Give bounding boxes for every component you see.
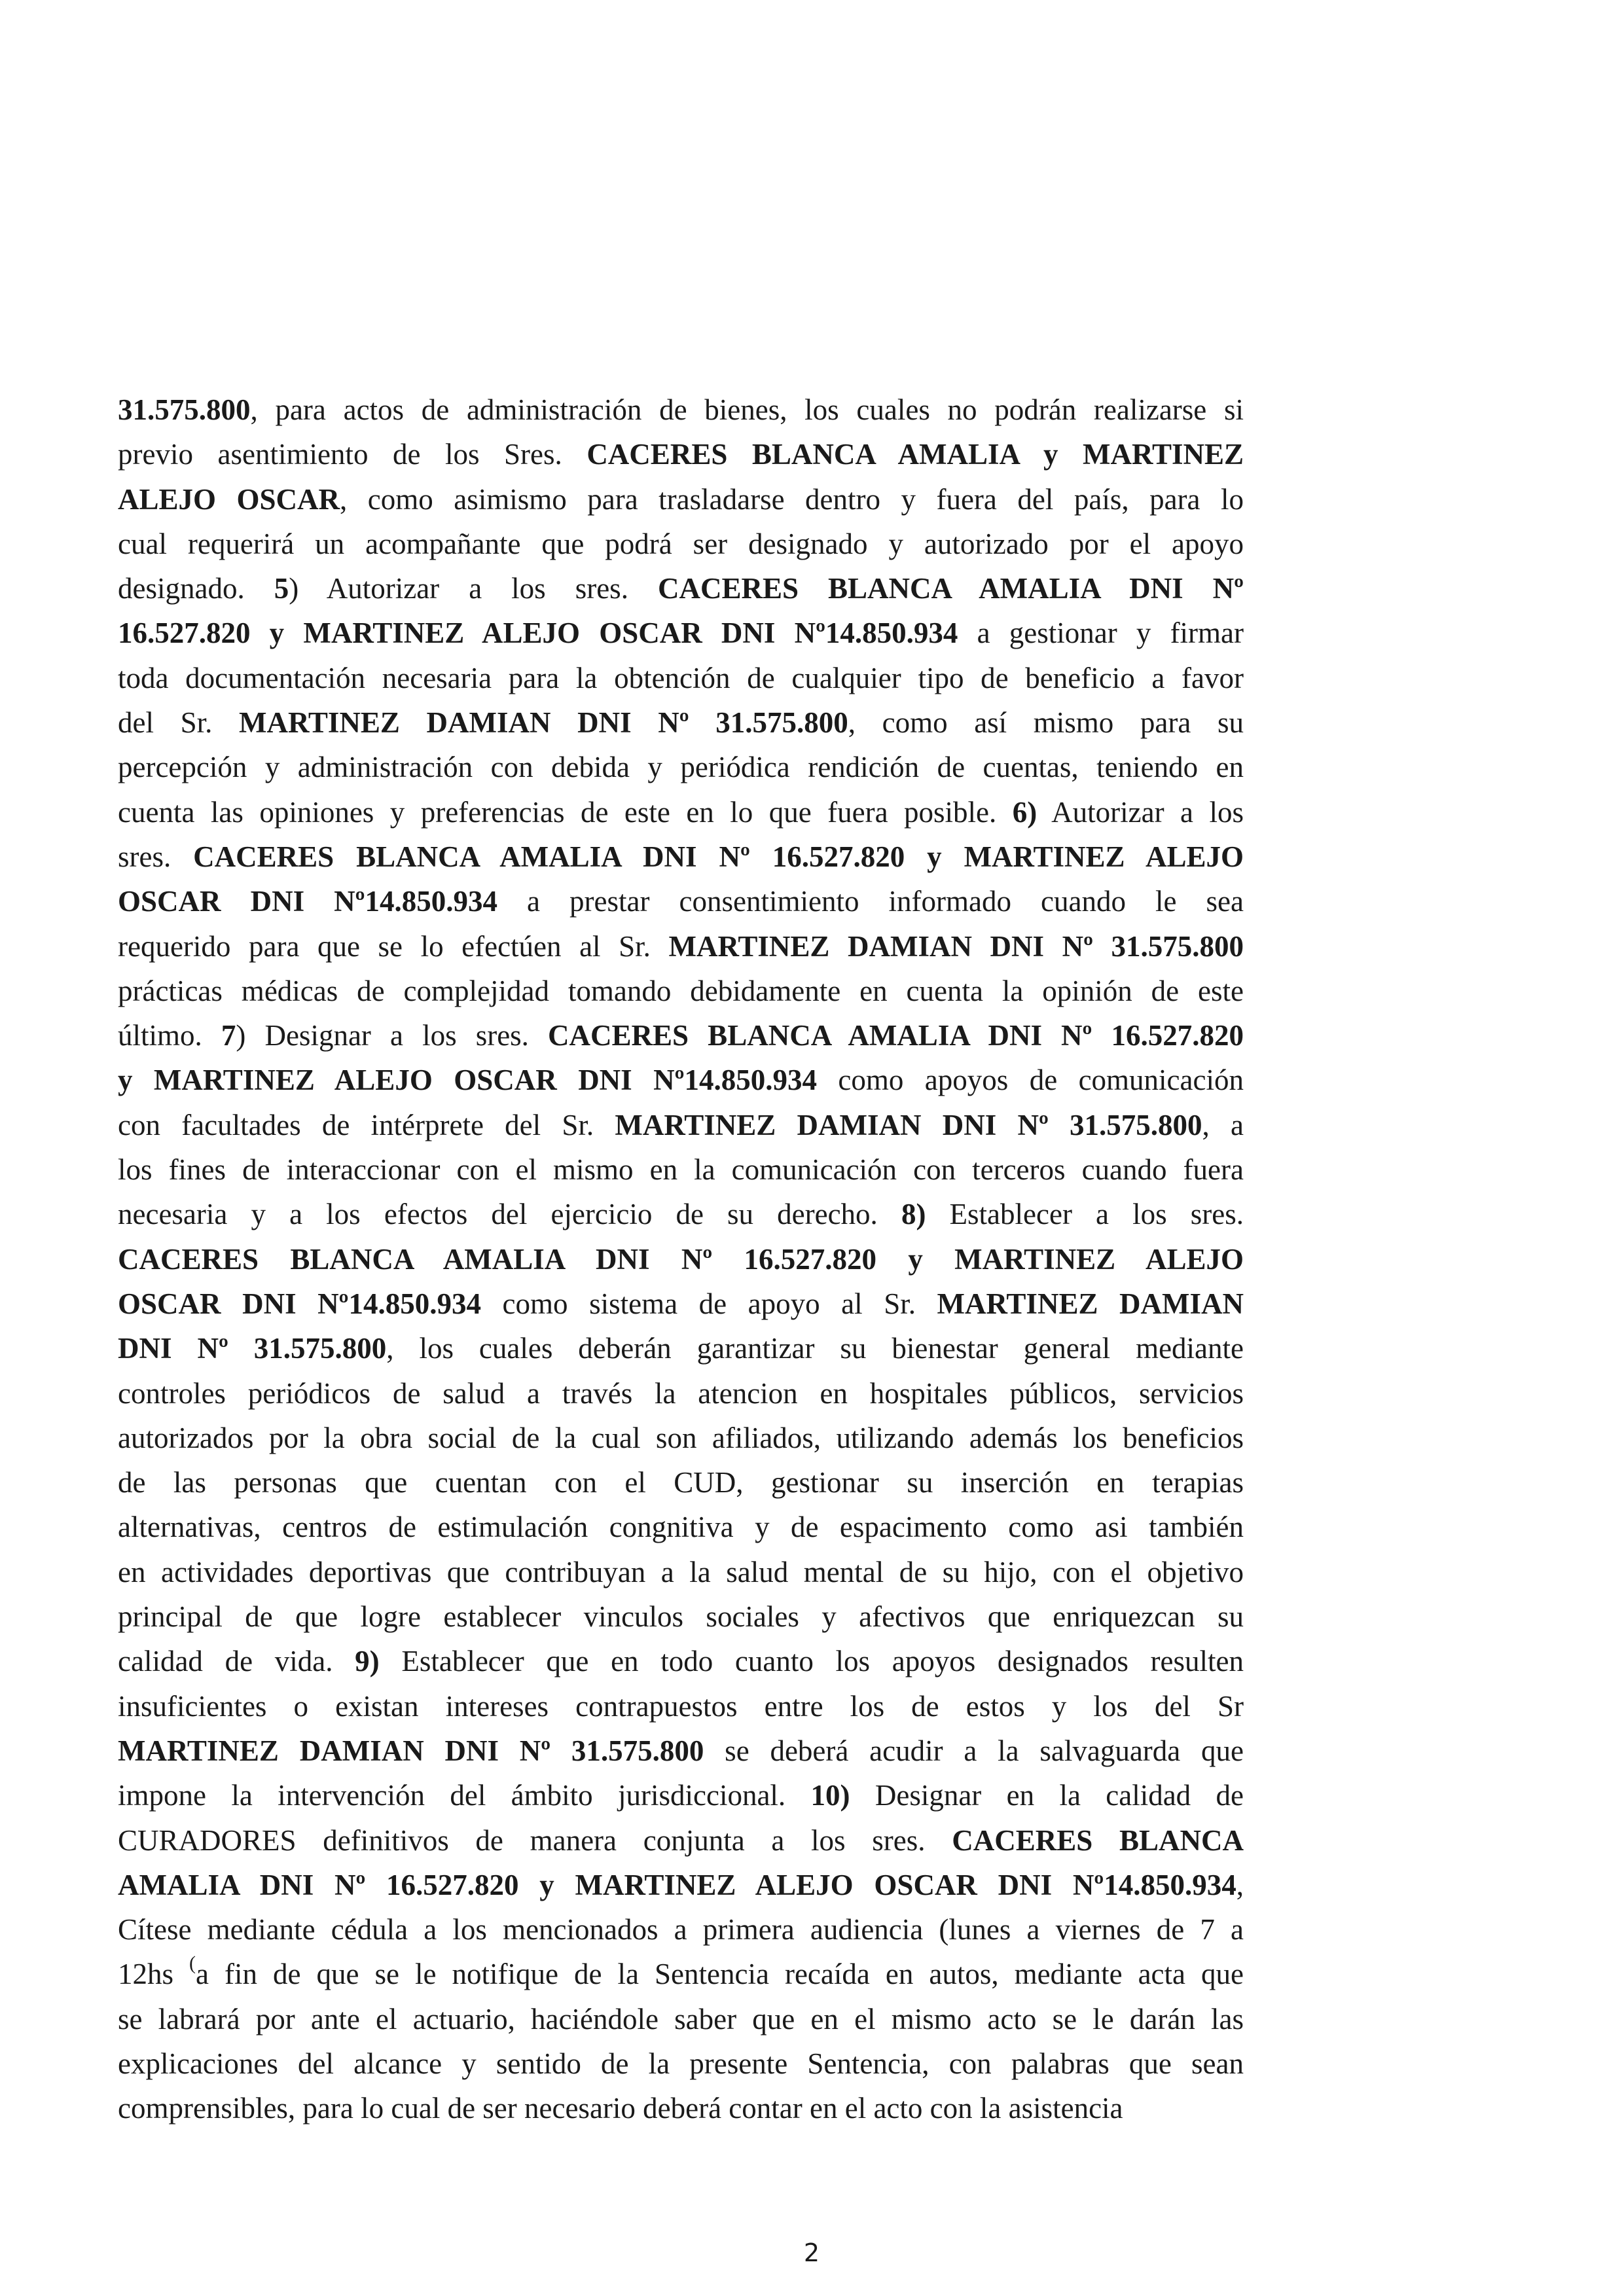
text-segment: explicaciones del alcance y sentido de la presente Sentencia, con palabras que sean bbox=[118, 2047, 1244, 2080]
text-line bbox=[118, 924, 1244, 969]
text-line bbox=[118, 790, 1244, 834]
text-segment: Establecer que en todo cuanto los apoyos designados resulten bbox=[379, 1645, 1244, 1678]
text-line bbox=[118, 745, 1244, 789]
bold-text: 8) bbox=[901, 1198, 926, 1231]
text-segment: toda documentación necesaria para la obtención de cualquier tipo de beneficio a favor bbox=[118, 661, 1244, 694]
text-segment: a gestionar y firmar bbox=[958, 617, 1244, 650]
text-segment: en actividades deportivas que contribuyan a la salud mental de su hijo, con el objetivo bbox=[118, 1555, 1244, 1588]
text-segment: ) Designar a los sres. bbox=[236, 1019, 549, 1052]
text-line bbox=[118, 1818, 1244, 1863]
bold-text: CACERES BLANCA AMALIA DNI Nº bbox=[657, 572, 1244, 605]
text-line bbox=[118, 1282, 1244, 1326]
text-line bbox=[118, 1013, 1244, 1058]
text-segment: como sistema de apoyo al Sr. bbox=[481, 1287, 937, 1320]
text-line bbox=[118, 1103, 1244, 1147]
text-line bbox=[118, 1773, 1244, 1818]
text-line bbox=[118, 1371, 1244, 1416]
text-line bbox=[118, 1729, 1244, 1773]
text-line bbox=[118, 1147, 1244, 1192]
text-segment: , para actos de administración de bienes, los cuales no podrán realizarse si bbox=[250, 393, 1244, 426]
bold-text: 9) bbox=[355, 1645, 380, 1678]
text-segment: Designar en la calidad de bbox=[850, 1779, 1244, 1812]
bold-text: CACERES BLANCA bbox=[952, 1823, 1244, 1857]
bold-text: MARTINEZ DAMIAN DNI Nº 31.575.800 bbox=[668, 929, 1244, 963]
text-segment: Cítese mediante cédula a los mencionados a primera audiencia (lunes a viernes de 7 a bbox=[118, 1913, 1244, 1946]
bold-text: 16.527.820 y MARTINEZ ALEJO OSCAR DNI Nº14.850.934 bbox=[118, 617, 958, 650]
text-line bbox=[118, 611, 1244, 655]
text-line bbox=[118, 432, 1244, 476]
text-line bbox=[118, 566, 1244, 611]
bold-text: 6) bbox=[1012, 795, 1038, 829]
text-segment: cuenta las opiniones y preferencias de este en lo que fuera posible. bbox=[118, 795, 1013, 829]
text-line bbox=[118, 700, 1244, 745]
text-line bbox=[118, 1058, 1244, 1102]
text-line bbox=[118, 834, 1244, 879]
bold-text: CACERES BLANCA AMALIA DNI Nº 16.527.820 y MARTINEZ ALEJO bbox=[118, 1242, 1244, 1276]
page-number: 2 bbox=[803, 2238, 820, 2267]
text-segment: prácticas médicas de complejidad tomando debidamente en cuenta la opinión de este bbox=[118, 974, 1244, 1007]
bold-text: OSCAR DNI Nº14.850.934 bbox=[118, 1287, 481, 1320]
bold-text: 10) bbox=[810, 1779, 850, 1812]
text-segment: se labrará por ante el actuario, haciéndole saber que en el mismo acto se le darán las bbox=[118, 2002, 1244, 2036]
text-line bbox=[118, 477, 1244, 522]
text-line bbox=[118, 1639, 1244, 1683]
text-line bbox=[118, 1550, 1244, 1594]
text-line bbox=[118, 1594, 1244, 1639]
text-segment: ( bbox=[189, 1952, 196, 1975]
text-line bbox=[118, 1997, 1244, 2041]
text-line bbox=[118, 1505, 1244, 1549]
text-segment: Autorizar a los bbox=[1037, 795, 1244, 829]
text-segment: , bbox=[1236, 1868, 1244, 1901]
text-segment: percepción y administración con debida y periódica rendición de cuentas, teniendo en bbox=[118, 751, 1244, 784]
text-line bbox=[118, 1237, 1244, 1282]
text-segment: a prestar consentimiento informado cuando le sea bbox=[497, 885, 1244, 918]
text-segment: previo asentimiento de los Sres. bbox=[118, 438, 587, 471]
text-segment: cual requerirá un acompañante que podrá ser designado y autorizado por el apoyo bbox=[118, 527, 1244, 560]
text-segment: del Sr. bbox=[118, 706, 239, 740]
text-line bbox=[118, 387, 1244, 432]
text-segment: autorizados por la obra social de la cual son afiliados, utilizando además los beneficios bbox=[118, 1421, 1244, 1454]
text-line bbox=[118, 1326, 1244, 1371]
text-segment: , los cuales deberán garantizar su bienestar general mediante bbox=[386, 1332, 1244, 1365]
text-segment: los fines de interaccionar con el mismo en la comunicación con terceros cuando fuera bbox=[118, 1153, 1244, 1187]
bold-text: 31.575.800 bbox=[118, 393, 251, 426]
text-segment: principal de que logre establecer vinculos sociales y afectivos que enriquezcan su bbox=[118, 1600, 1244, 1634]
text-segment: de las personas que cuentan con el CUD, gestionar su inserción en terapias bbox=[118, 1466, 1244, 1499]
text-segment: con facultades de intérprete del Sr. bbox=[118, 1108, 615, 1141]
text-segment: último. bbox=[118, 1019, 221, 1052]
text-segment: requerido para que se lo efectúen al Sr. bbox=[118, 929, 669, 963]
text-segment: , a bbox=[1202, 1108, 1244, 1141]
text-segment: insuficientes o existan intereses contrapuestos entre los de estos y los del Sr bbox=[118, 1689, 1244, 1723]
text-line bbox=[118, 879, 1244, 924]
text-line bbox=[118, 1952, 1244, 1996]
text-line bbox=[118, 2041, 1244, 2086]
bold-text: CACERES BLANCA AMALIA DNI Nº 16.527.820 y MARTINEZ ALEJO bbox=[193, 840, 1244, 873]
text-segment: necesaria y a los efectos del ejercicio de su derecho. bbox=[118, 1198, 901, 1231]
text-segment: ) Autorizar a los sres. bbox=[289, 572, 658, 605]
text-line bbox=[118, 1684, 1244, 1729]
bold-text: CACERES BLANCA AMALIA DNI Nº 16.527.820 bbox=[548, 1019, 1244, 1052]
text-segment: , como así mismo para su bbox=[848, 706, 1244, 740]
text-segment: , como asimismo para trasladarse dentro y fuera del país, para lo bbox=[340, 482, 1244, 516]
text-line bbox=[118, 1907, 1244, 1952]
bold-text: AMALIA DNI Nº 16.527.820 y MARTINEZ ALEJO OSCAR DNI Nº14.850.934 bbox=[118, 1868, 1236, 1901]
text-segment: a fin de que se le notifique de la Sentencia recaída en autos, mediante acta que bbox=[196, 1958, 1244, 1991]
text-segment: impone la intervención del ámbito jurisdiccional. bbox=[118, 1779, 811, 1812]
text-segment: controles periódicos de salud a través la atencion en hospitales públicos, servicios bbox=[118, 1376, 1244, 1410]
bold-text: MARTINEZ DAMIAN DNI Nº 31.575.800 bbox=[239, 706, 848, 740]
document-body bbox=[118, 387, 1244, 2131]
bold-text: OSCAR DNI Nº14.850.934 bbox=[118, 885, 497, 918]
text-line bbox=[118, 969, 1244, 1013]
bold-text: MARTINEZ DAMIAN DNI Nº 31.575.800 bbox=[118, 1734, 704, 1767]
text-line bbox=[118, 522, 1244, 566]
text-segment: CURADORES definitivos de manera conjunta a los sres. bbox=[118, 1823, 952, 1857]
text-line bbox=[118, 2086, 1244, 2130]
text-line bbox=[118, 1416, 1244, 1460]
text-segment: alternativas, centros de estimulación congnitiva y de espacimento como asi también bbox=[118, 1511, 1244, 1544]
text-segment: Establecer a los sres. bbox=[926, 1198, 1244, 1231]
bold-text: 7 bbox=[221, 1019, 236, 1052]
text-line bbox=[118, 1863, 1244, 1907]
bold-text: MARTINEZ DAMIAN bbox=[937, 1287, 1244, 1320]
text-segment: sres. bbox=[118, 840, 194, 873]
text-segment: se deberá acudir a la salvaguarda que bbox=[704, 1734, 1244, 1767]
text-segment: designado. bbox=[118, 572, 274, 605]
bold-text: y MARTINEZ ALEJO OSCAR DNI Nº14.850.934 bbox=[118, 1064, 817, 1097]
text-segment: calidad de vida. bbox=[118, 1645, 355, 1678]
text-segment: como apoyos de comunicación bbox=[816, 1064, 1244, 1097]
bold-text: CACERES BLANCA AMALIA y MARTINEZ bbox=[586, 438, 1244, 471]
text-segment: comprensibles, para lo cual de ser necesario deberá contar en el acto con la asistencia bbox=[118, 2092, 1123, 2125]
text-line bbox=[118, 1460, 1244, 1505]
text-line bbox=[118, 1192, 1244, 1236]
text-line bbox=[118, 656, 1244, 700]
bold-text: 5 bbox=[274, 572, 289, 605]
text-segment: 12hs bbox=[118, 1958, 190, 1991]
bold-text: DNI Nº 31.575.800 bbox=[118, 1332, 387, 1365]
bold-text: MARTINEZ DAMIAN DNI Nº 31.575.800 bbox=[615, 1108, 1202, 1141]
bold-text: ALEJO OSCAR bbox=[118, 482, 340, 516]
